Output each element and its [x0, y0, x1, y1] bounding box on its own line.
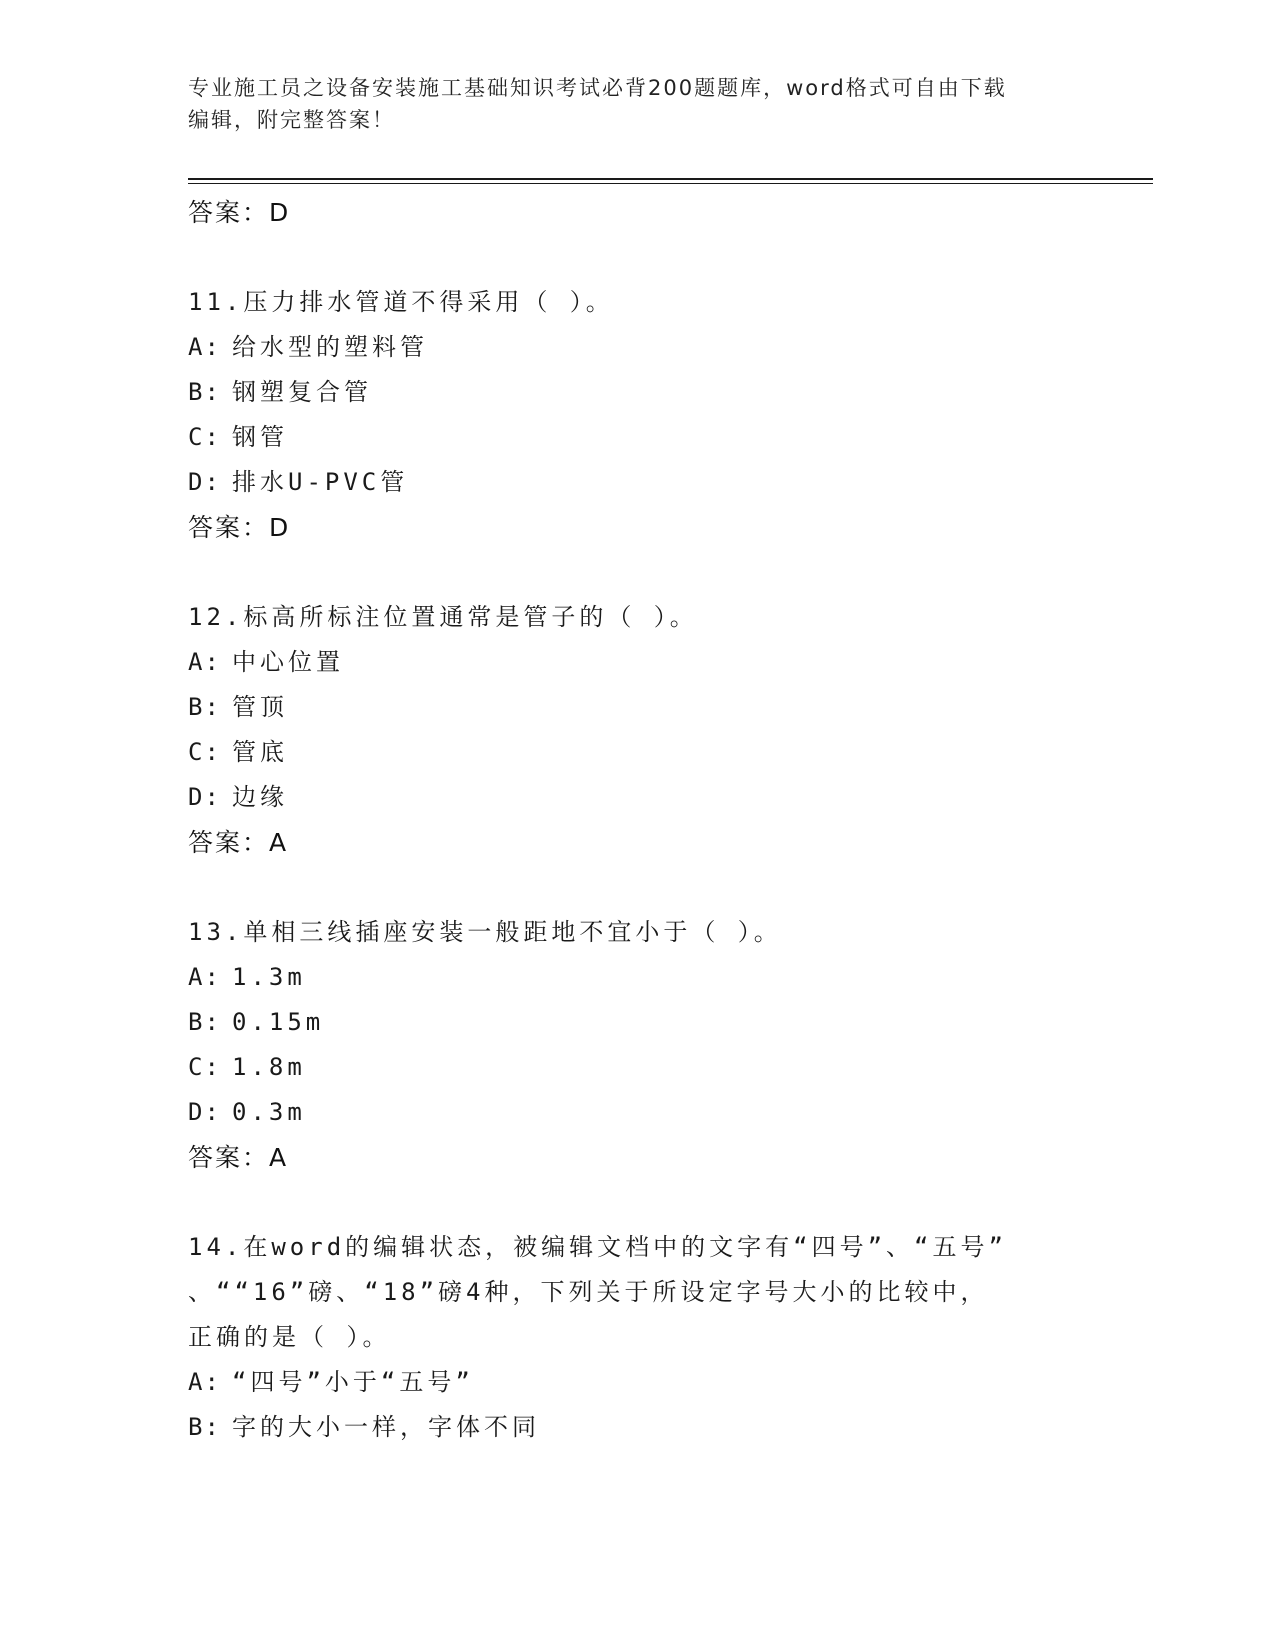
header-divider-thick	[188, 178, 1153, 180]
option-a	[188, 325, 1088, 370]
option-text: 钢管	[232, 423, 288, 451]
option-text: “四号”小于“五号”	[232, 1368, 474, 1396]
option-letter: D:	[188, 1098, 221, 1126]
option-c	[188, 1045, 1088, 1090]
option-text: 0.15m	[232, 1008, 325, 1036]
question-stem-line-3: 正确的是（ ）。	[188, 1323, 391, 1351]
answer-line: 答案：D	[188, 198, 291, 227]
header-line-1: 专业施工员之设备安装施工基础知识考试必背200题题库，word格式可自由下载	[188, 76, 1007, 100]
question-item	[188, 595, 1088, 865]
option-text: 字的大小一样，字体不同	[232, 1413, 540, 1441]
option-letter: B:	[188, 693, 221, 721]
option-a	[188, 640, 1088, 685]
option-d	[188, 1090, 1088, 1135]
option-text: 中心位置	[232, 648, 344, 676]
question-stem: 12.标高所标注位置通常是管子的（ ）。	[188, 603, 698, 631]
option-letter: B:	[188, 378, 221, 406]
option-d	[188, 775, 1088, 820]
option-text: 边缘	[232, 783, 288, 811]
question-item	[188, 280, 1088, 550]
option-letter: B:	[188, 1008, 221, 1036]
option-text: 给水型的塑料管	[232, 333, 428, 361]
document-header	[188, 72, 1088, 136]
option-letter: A:	[188, 333, 221, 361]
option-text: 管顶	[232, 693, 288, 721]
option-b	[188, 1000, 1088, 1045]
answer-line: 答案：D	[188, 513, 291, 542]
option-a	[188, 955, 1088, 1000]
question-stem-line-2: 、““16”磅、“18”磅4种，下列关于所设定字号大小的比较中，	[188, 1278, 989, 1306]
option-letter: A:	[188, 1368, 221, 1396]
answer-line: 答案：A	[188, 828, 289, 857]
option-letter: A:	[188, 648, 221, 676]
question-stem: 11.压力排水管道不得采用（ ）。	[188, 288, 614, 316]
option-a	[188, 1360, 1088, 1405]
option-letter: D:	[188, 783, 221, 811]
option-letter: C:	[188, 738, 221, 766]
header-divider-thin	[188, 183, 1153, 184]
option-text: 0.3m	[232, 1098, 306, 1126]
option-b	[188, 685, 1088, 730]
header-line-2: 编辑，附完整答案！	[188, 108, 395, 132]
question-item	[188, 1225, 1088, 1450]
option-letter: B:	[188, 1413, 221, 1441]
option-text: 排水U-PVC管	[232, 468, 409, 496]
option-letter: D:	[188, 468, 221, 496]
option-letter: C:	[188, 423, 221, 451]
option-text: 钢塑复合管	[232, 378, 372, 406]
question-stem-line-1: 14.在word的编辑状态，被编辑文档中的文字有“四号”、“五号”	[188, 1233, 1007, 1261]
option-text: 1.8m	[232, 1053, 306, 1081]
option-b	[188, 370, 1088, 415]
option-text: 1.3m	[232, 963, 306, 991]
question-item	[188, 910, 1088, 1180]
answer-line: 答案：A	[188, 1143, 289, 1172]
option-letter: A:	[188, 963, 221, 991]
question-list	[188, 190, 1088, 1450]
question-stem: 13.单相三线插座安装一般距地不宜小于（ ）。	[188, 918, 782, 946]
option-b	[188, 1405, 1088, 1450]
option-c	[188, 730, 1088, 775]
option-letter: C:	[188, 1053, 221, 1081]
option-d	[188, 460, 1088, 505]
option-c	[188, 415, 1088, 460]
option-text: 管底	[232, 738, 288, 766]
